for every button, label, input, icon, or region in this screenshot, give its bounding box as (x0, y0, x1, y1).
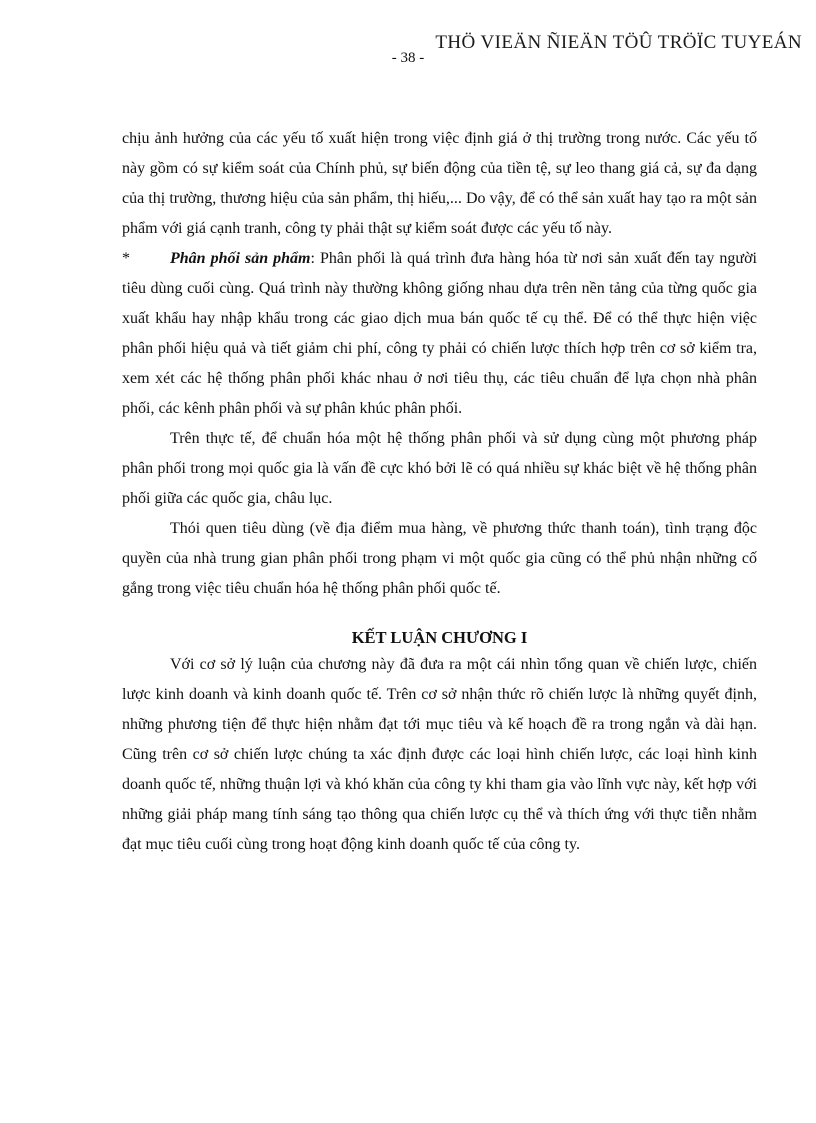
bullet-title: Phân phối sản phẩm (170, 250, 311, 267)
paragraph-consumer-habits: Thói quen tiêu dùng (về địa điểm mua hàng, về phương thức thanh toán), tình trạng độc quyền của nhà trung gian phân phối trong phạm vi một quốc gia cũng có thể phủ nhận những cố gắng trong việc tiêu chuẩn hóa hệ thống phân phối quốc tế. (122, 520, 757, 597)
bullet-mark: * (122, 250, 130, 267)
bullet-paragraph-distribution (122, 244, 757, 424)
chapter-conclusion-heading: KẾT LUẬN CHƯƠNG I (351, 628, 528, 647)
paragraph-conclusion: Với cơ sở lý luận của chương này đã đưa ra một cái nhìn tổng quan về chiến lược, chiến lược kinh doanh và kinh doanh quốc tế. Trên cơ sở nhận thức rõ chiến lược là những quyết định, những phương tiện để thực hiện nhằm đạt tới mục tiêu và kế hoạch đề ra trong ngắn và dài hạn. Cũng trên cơ sở chiến lược chúng ta xác định được các loại hình chiến lược, các loại hình kinh doanh quốc tế, những thuận lợi và khó khăn của công ty khi tham gia vào lĩnh vực này, kết hợp với những giải pháp mang tính sáng tạo thông qua chiến lược cụ thể và thích ứng với thực tiễn nhằm đạt mục tiêu cuối cùng trong hoạt động kinh doanh quốc tế của công ty. (122, 656, 757, 853)
document-body (122, 124, 757, 860)
library-header: THÖ VIEÄN ÑIEÄN TÖÛ TRÖÏC TUYEÁN (435, 32, 802, 53)
paragraph-pricing-continuation: chịu ảnh hưởng của các yếu tố xuất hiện trong việc định giá ở thị trường trong nước. Các yếu tố này gồm có sự kiểm soát của Chính phủ, sự biến động của tiền tệ, sự leo thang giá cả, sự đa dạng của thị trường, thương hiệu của sản phẩm, thị hiếu,... Do vậy, để có thể sản xuất hay tạo ra một sản phẩm với giá cạnh tranh, công ty phải thật sự kiểm soát được các yếu tố này. (122, 130, 757, 237)
page-number: - 38 - (391, 50, 425, 66)
paragraph-standardization: Trên thực tế, để chuẩn hóa một hệ thống phân phối và sử dụng cùng một phương pháp phân phối trong mọi quốc gia là vấn đề cực khó bởi lẽ có quá nhiều sự khác biệt về hệ thống phân phối giữa các quốc gia, châu lục. (122, 430, 757, 507)
bullet-text: : Phân phối là quá trình đưa hàng hóa từ nơi sản xuất đến tay người tiêu dùng cuối cùng. Quá trình này thường không giống nhau dựa trên nền tảng của từng quốc gia xuất khẩu hay nhập khẩu trong các giao dịch mua bán quốc tế cụ thể. Để có thể thực hiện việc phân phối hiệu quả và tiết giảm chi phí, công ty phải có chiến lược thích hợp trên cơ sở kiểm tra, xem xét các hệ thống phân phối khác nhau ở nơi tiêu thụ, các tiêu chuẩn để lựa chọn nhà phân phối, các kênh phân phối và sự phân khúc phân phối. (122, 250, 758, 417)
